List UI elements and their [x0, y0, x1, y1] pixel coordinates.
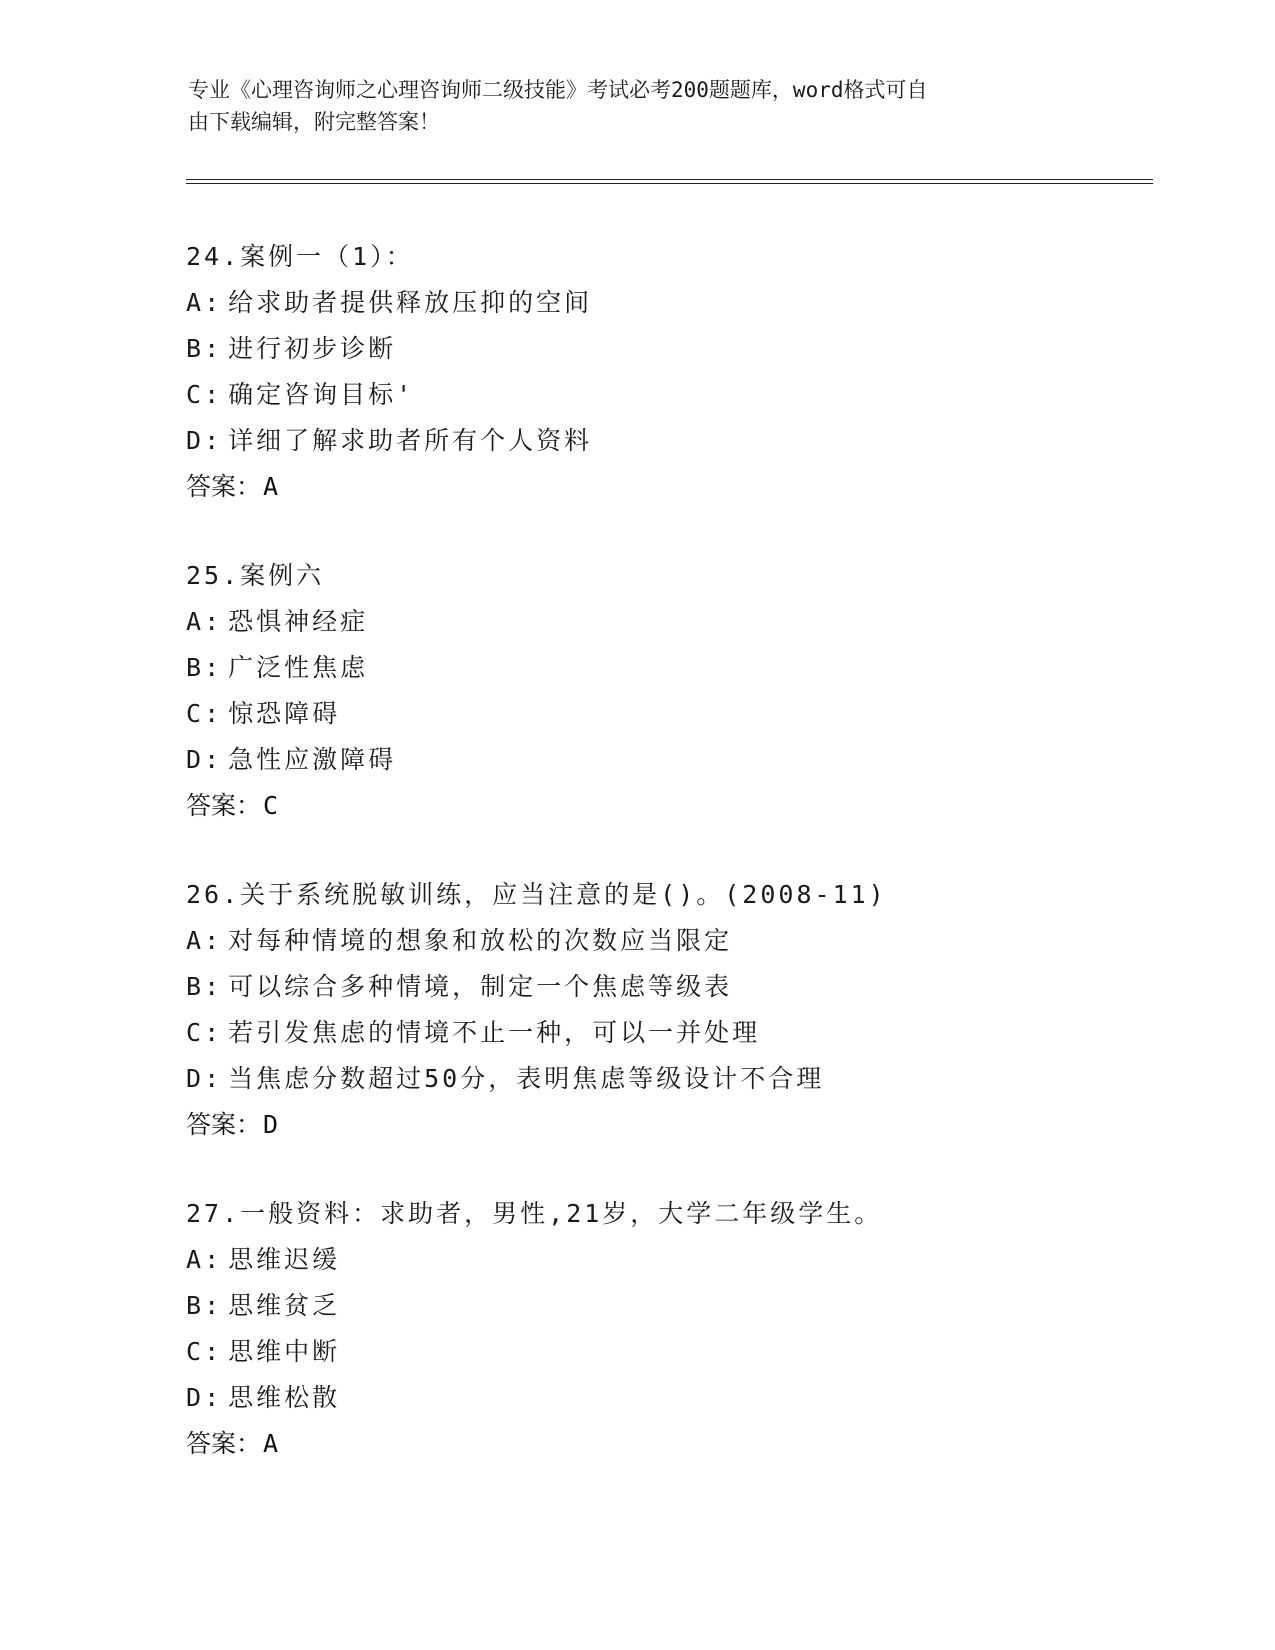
option-a — [186, 918, 1146, 964]
option-c — [186, 691, 1146, 737]
option-text: 急性应激障碍 — [228, 745, 397, 774]
option-b — [186, 645, 1146, 691]
option-key: C — [186, 1018, 205, 1047]
option-separator: : — [204, 607, 223, 636]
option-text: 详细了解求助者所有个人资料 — [228, 426, 593, 455]
answer-line — [186, 1102, 1146, 1148]
option-text: 恐惧神经症 — [228, 607, 369, 636]
answer-line — [186, 783, 1146, 829]
option-key: B — [186, 653, 205, 682]
option-key: B — [186, 1291, 205, 1320]
option-text: 惊恐障碍 — [228, 699, 341, 728]
option-a — [186, 1237, 1146, 1283]
answer-label: 答案： — [186, 472, 262, 501]
option-separator: : — [204, 653, 223, 682]
document-intro — [188, 74, 1068, 138]
option-key: D — [186, 426, 205, 455]
option-d — [186, 418, 1146, 464]
question-25 — [186, 553, 1146, 829]
option-separator: : — [204, 380, 223, 409]
option-separator: : — [204, 745, 223, 774]
answer-line — [186, 464, 1146, 510]
question-stem: 26.关于系统脱敏训练，应当注意的是()。(2008-11) — [186, 880, 887, 909]
option-separator: : — [204, 972, 223, 1001]
option-key: D — [186, 1383, 205, 1412]
question-24 — [186, 234, 1146, 510]
question-stem: 24.案例一（1）： — [186, 242, 414, 271]
option-key: A — [186, 926, 205, 955]
answer-line — [186, 1421, 1146, 1467]
option-separator: : — [204, 1383, 223, 1412]
option-text: 对每种情境的想象和放松的次数应当限定 — [228, 926, 733, 955]
header-divider-top — [186, 179, 1153, 180]
option-text: 进行初步诊断 — [228, 334, 397, 363]
option-separator: : — [204, 288, 223, 317]
option-key: D — [186, 745, 205, 774]
option-text: 可以综合多种情境，制定一个焦虑等级表 — [228, 972, 733, 1001]
option-text: 确定咨询目标' — [228, 380, 415, 409]
option-separator: : — [204, 699, 223, 728]
answer-value: A — [263, 1429, 279, 1458]
option-separator: : — [204, 1337, 223, 1366]
option-key: A — [186, 288, 205, 317]
intro-line-2: 由下载编辑，附完整答案！ — [188, 110, 440, 134]
option-d — [186, 737, 1146, 783]
question-stem: 27.一般资料：求助者，男性,21岁，大学二年级学生。 — [186, 1199, 883, 1228]
option-key: B — [186, 334, 205, 363]
option-separator: : — [204, 1245, 223, 1274]
option-text: 广泛性焦虑 — [228, 653, 369, 682]
option-d — [186, 1056, 1146, 1102]
option-separator: : — [204, 1064, 223, 1093]
option-key: C — [186, 699, 205, 728]
option-text: 给求助者提供释放压抑的空间 — [228, 288, 593, 317]
option-text: 思维中断 — [228, 1337, 341, 1366]
option-key: C — [186, 380, 205, 409]
answer-value: C — [263, 791, 279, 820]
option-b — [186, 964, 1146, 1010]
option-text: 若引发焦虑的情境不止一种，可以一并处理 — [228, 1018, 761, 1047]
option-a — [186, 599, 1146, 645]
intro-line-1: 专业《心理咨询师之心理咨询师二级技能》考试必考200题题库，word格式可自 — [188, 78, 928, 102]
option-separator: : — [204, 334, 223, 363]
header-divider-bottom — [186, 183, 1153, 184]
option-text: 思维迟缓 — [228, 1245, 341, 1274]
question-stem: 25.案例六 — [186, 561, 325, 590]
answer-label: 答案： — [186, 791, 262, 820]
option-a — [186, 280, 1146, 326]
answer-label: 答案： — [186, 1110, 262, 1139]
option-c — [186, 1329, 1146, 1375]
option-b — [186, 1283, 1146, 1329]
option-separator: : — [204, 926, 223, 955]
option-separator: : — [204, 426, 223, 455]
option-text: 思维贫乏 — [228, 1291, 341, 1320]
option-key: A — [186, 607, 205, 636]
option-key: D — [186, 1064, 205, 1093]
option-key: B — [186, 972, 205, 1001]
option-separator: : — [204, 1291, 223, 1320]
option-key: A — [186, 1245, 205, 1274]
option-text: 当焦虑分数超过50分，表明焦虑等级设计不合理 — [228, 1064, 825, 1093]
answer-value: A — [263, 472, 279, 501]
option-d — [186, 1375, 1146, 1421]
question-27 — [186, 1191, 1146, 1467]
question-26 — [186, 872, 1146, 1148]
option-c — [186, 372, 1146, 418]
option-b — [186, 326, 1146, 372]
option-text: 思维松散 — [228, 1383, 341, 1412]
answer-label: 答案： — [186, 1429, 262, 1458]
option-separator: : — [204, 1018, 223, 1047]
option-c — [186, 1010, 1146, 1056]
answer-value: D — [263, 1110, 279, 1139]
option-key: C — [186, 1337, 205, 1366]
